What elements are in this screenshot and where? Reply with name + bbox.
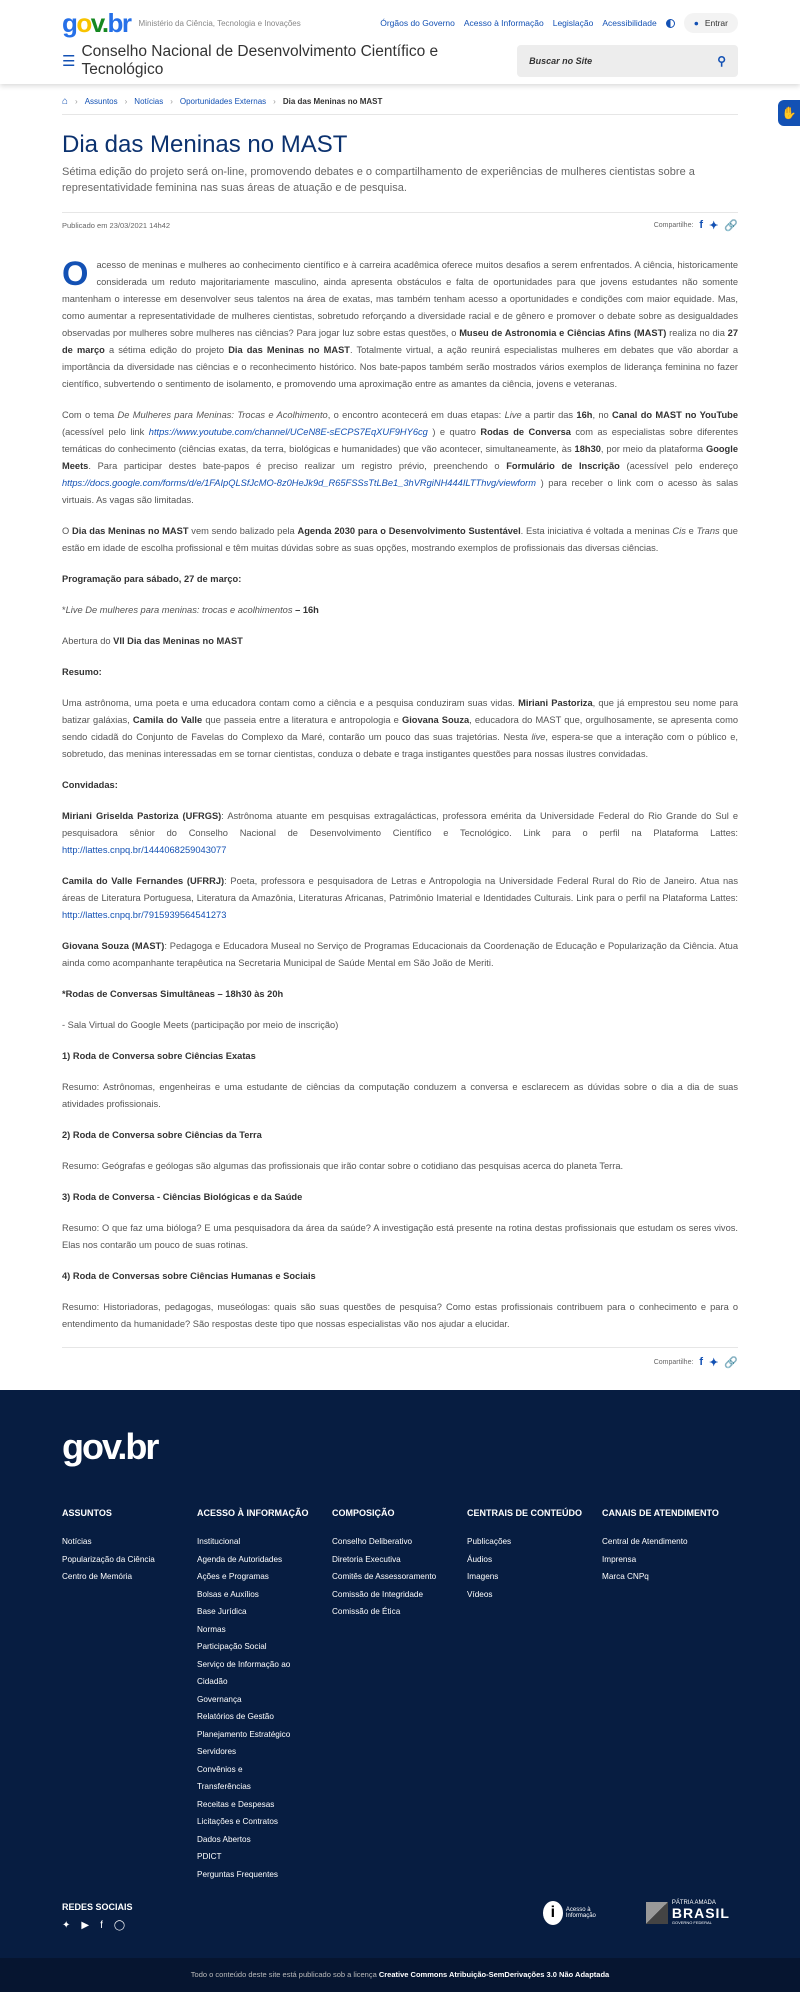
article-paragraph (62, 873, 738, 924)
facebook-icon[interactable]: f (100, 1920, 103, 1931)
text-segment: Resumo: Geógrafas e geólogas são algumas das profissionais que irão contar sobre o cotidiano das pesquisas acerca do planeta Terra. (62, 1161, 624, 1171)
text-segment: acesso de meninas e mulheres ao conhecimento científico e à carreira acadêmica oferece muitos desafios a serem enfrentados. A ciência, historicamente considerada um reduto majoritariamente masculino, ainda apresenta obstáculos e falta de oportunidades para que jovens estudantes não somente mantenham o interesse em desenvolver seus talentos na área de exatas, mas também tenham acesso a oportunidades e condições com maior equidade. Mas, como aumentar a representatividade de mulheres cientistas, sobretudo reforçando a diversidade racial e de gênero e promover o debate sobre as desigualdades observadas por mulheres sobre mulheres nas ciências? Para jogar luz sobre estas questões, o (62, 260, 738, 338)
text-segment: , espera-se que a interação com o público e, sobretudo, das meninas interessadas em se tornar cientistas, conduza o debate e traga instigantes questões para nossas ilustres convidadas. (62, 732, 738, 759)
gov-federal-label: GOVERNO FEDERAL (671, 1920, 712, 1925)
footer-column (332, 1508, 467, 1883)
license-bar (0, 1958, 800, 1992)
article-paragraph (62, 1299, 738, 1333)
article-paragraph (62, 407, 738, 509)
text-segment: *Rodas de Conversas Simultâneas – 18h30 às 20h (62, 989, 284, 999)
vlibras-hand-icon[interactable]: ✋ (778, 100, 800, 126)
article-paragraph (62, 938, 738, 972)
site-name[interactable]: Conselho Nacional de Desenvolvimento Científico e Tecnológico (81, 43, 439, 78)
search-icon[interactable]: ⚲ (717, 54, 726, 68)
footer-column-title[interactable]: COMPOSIÇÃO (332, 1508, 395, 1518)
footer-link[interactable]: Popularização da Ciência (62, 1554, 155, 1564)
article-link[interactable]: https://docs.google.com/forms/d/e/1FAIpQLSfJcMO-8z0HeJk9d_R65FSSsTtLBe1_3hVRgiNH444ILTThvg/viewform (62, 478, 536, 488)
text-segment: Giovana Souza (MAST) (62, 941, 165, 951)
article-paragraph (62, 1079, 738, 1113)
article-link[interactable]: http://lattes.cnpq.br/7915939564541273 (62, 910, 227, 920)
footer-link[interactable]: Diretoria Executiva (332, 1554, 401, 1564)
article-paragraph (62, 1268, 738, 1285)
article-paragraph (62, 523, 738, 557)
breadcrumb-current: Dia das Meninas no MAST (282, 96, 383, 106)
page-subtitle: Sétima edição do projeto será on-line, promovendo debates e o compartilhamento de experiências de mulheres cientistas sobre a representatividade feminina nas suas áreas de atuação e de pesquisa. (62, 166, 695, 194)
text-segment: - Sala Virtual do Google Meets (participação por meio de inscrição) (62, 1020, 339, 1030)
text-segment: que passeia entre a literatura e antropologia e (202, 715, 402, 725)
text-segment: Formulário de Inscrição (506, 461, 620, 471)
text-segment: Rodas de Conversa (480, 427, 571, 437)
text-segment: Com o tema (62, 410, 118, 420)
text-segment: 2) Roda de Conversa sobre Ciências da Terra (62, 1130, 262, 1140)
info-icon: i (543, 1901, 563, 1925)
twitter-icon[interactable]: ✦ (709, 219, 719, 232)
acesso-informacao-badge[interactable] (543, 1901, 606, 1925)
footer-link[interactable]: PDICT (197, 1852, 222, 1861)
footer-link[interactable]: Dados Abertos (197, 1834, 251, 1844)
link-acessibilidade[interactable]: Acessibilidade (602, 18, 657, 28)
article-paragraph (62, 1017, 738, 1034)
footer-column-title[interactable]: CANAIS DE ATENDIMENTO (602, 1508, 719, 1518)
text-segment: . Totalmente virtual, a ação reunirá especialistas mulheres em debates que vão abordar a importância da diversidade nas ciências e o reconhecimento histórico. Nos bate-papos também serão mostrados vários exemplos de liderança feminina no fazer científico, subvertendo o sentimento de isolamento, e promovendo uma aproximação entre as amantes da ciência, jovens e veteranas. (62, 345, 738, 389)
social-title: REDES SOCIAIS (62, 1902, 133, 1912)
article-paragraph (62, 808, 738, 859)
patria-amada-brasil-logo (646, 1900, 730, 1926)
search-placeholder: Buscar no Site (529, 56, 593, 66)
footer-link[interactable]: Comitês de Assessoramento (332, 1572, 437, 1581)
footer-link[interactable]: Receitas e Despesas (197, 1799, 275, 1809)
footer-column (602, 1508, 737, 1883)
text-segment: 16h (576, 410, 593, 420)
article-paragraph (62, 695, 738, 763)
license-link[interactable]: Creative Commons Atribuição-SemDerivações 3.0 Não Adaptada (378, 1970, 610, 1979)
article-paragraph (62, 633, 738, 650)
footer-link[interactable]: Publicações (467, 1537, 512, 1546)
text-segment: a sétima edição do projeto (104, 345, 229, 355)
text-segment: 3) Roda de Conversa - Ciências Biológicas e da Saúde (62, 1192, 303, 1202)
facebook-icon[interactable]: f (699, 1356, 704, 1368)
text-segment: Camila do Valle Fernandes (UFRRJ) (62, 876, 225, 886)
footer-link[interactable]: Comissão de Integridade (332, 1589, 424, 1599)
home-icon[interactable]: ⌂ (62, 95, 69, 107)
text-segment: Resumo: Historiadoras, pedagogas, museólogas: quais são suas questões de pesquisa? Como estas profissionais contribuem para o conhecimento e para o entendimento da humanidade? São respostas deste tipo que nossas especialistas vão nos ajudar a elucidar. (62, 1302, 738, 1329)
footer-column (197, 1508, 332, 1883)
footer-link[interactable]: Vídeos (467, 1589, 493, 1599)
text-segment: vem sendo balizado pela (188, 526, 298, 536)
footer-link[interactable]: Governança (197, 1694, 242, 1704)
text-segment: . Para participar destes bate-papos é preciso realizar um registro prévio, preenchendo o (88, 461, 507, 471)
footer-link[interactable]: Notícias (62, 1537, 92, 1546)
ministry-name: Ministério da Ciência, Tecnologia e Inovações (138, 18, 301, 28)
article-paragraph (62, 1220, 738, 1254)
text-segment: 4) Roda de Conversas sobre Ciências Humanas e Sociais (62, 1271, 316, 1281)
license-text: Todo o conteúdo deste site está publicado sob a licença (190, 1970, 379, 1979)
text-segment: 18h30 (574, 444, 601, 454)
text-segment: Agenda 2030 para o Desenvolvimento Sustentável (297, 526, 521, 536)
footer-link[interactable]: Agenda de Autoridades (197, 1554, 283, 1564)
site-footer (0, 1390, 800, 1992)
text-segment: Canal do MAST no YouTube (612, 410, 739, 420)
footer-link[interactable]: Imagens (467, 1572, 499, 1581)
user-icon: ● (693, 18, 699, 28)
footer-link[interactable]: Conselho Deliberativo (332, 1537, 413, 1546)
text-segment: Cis (672, 526, 686, 536)
article-paragraph (62, 571, 738, 588)
acesso-informacao-label: Acesso à Informação (565, 1907, 596, 1919)
text-segment: : Poeta, professora e pesquisadora de Letras e Antropologia na Universidade Federal Rural do Rio de Janeiro. Atua nas áreas de Literatura Portuguesa, Literatura da Amazônia, Literaturas Africanas, Patrimônio Imaterial e Identidades Culturais. Link para o perfil na Plataforma Lattes: (62, 876, 738, 903)
text-segment: , educadora do MAST que, orgulhosamente, se apresenta como sendo cidadã do Conjunto de Favelas do Complexo da Maré, contarão um pouco das suas trajetórias. Nesta (62, 715, 739, 742)
youtube-icon[interactable]: ▶ (81, 1920, 90, 1931)
article-body (62, 257, 738, 1333)
page-title: Dia das Meninas no MAST (62, 131, 348, 158)
instagram-icon[interactable]: ◯ (113, 1920, 126, 1931)
breadcrumb-oportunidades[interactable]: Oportunidades Externas (179, 96, 267, 106)
footer-link[interactable]: Central de Atendimento (602, 1537, 688, 1546)
footer-link[interactable]: Servidores (197, 1747, 237, 1756)
footer-column (62, 1508, 197, 1883)
text-segment: Dia das Meninas no MAST (72, 526, 189, 536)
footer-link[interactable]: Convênios e Transferências (197, 1764, 251, 1791)
text-segment: realiza no dia (666, 328, 728, 338)
published-date: Publicado em 23/03/2021 14h42 (62, 220, 171, 230)
text-segment: que estão em idade de escolha profissional e têm muitas dúvidas sobre as suas opções, mostrando exemplos de profissionais das diversas ciências. (62, 526, 738, 553)
text-segment: live (531, 732, 546, 742)
text-segment: Programação para sábado, 27 de março: (62, 574, 242, 584)
breadcrumb-noticias[interactable]: Notícias (134, 96, 164, 106)
text-segment: 27 de março (62, 328, 739, 355)
login-label: Entrar (704, 18, 728, 28)
share-label: Compartilhe: (653, 221, 694, 229)
footer-link[interactable]: Marca CNPq (602, 1572, 649, 1581)
footer-link[interactable]: Imprensa (602, 1554, 637, 1564)
footer-link[interactable]: Bolsas e Auxílios (197, 1589, 259, 1599)
text-segment: com as especialistas sobre diferentes temáticas do conhecimento (ciências exatas, da terra, biológicas e humanidades) que vão acontecer, simultaneamente, às (62, 427, 738, 454)
twitter-icon[interactable]: ✦ (62, 1920, 71, 1931)
text-segment: Camila do Valle (132, 715, 203, 725)
text-segment: Miriani Pastoriza (518, 698, 593, 708)
text-segment: . Esta iniciativa é voltada a meninas (520, 526, 673, 536)
article-link[interactable]: https://www.youtube.com/channel/UCeN8E-sECPS7EqXUF9HY6cg (148, 427, 428, 437)
footer-govbr-logo[interactable]: gov.br (62, 1426, 158, 1467)
text-segment: Convidadas: (62, 780, 118, 790)
text-segment: e (685, 526, 697, 536)
article-paragraph (62, 664, 738, 681)
text-segment: Museu de Astronomia e Ciências Afins (MAST) (459, 328, 667, 338)
text-segment: 1) Roda de Conversa sobre Ciências Exatas (62, 1051, 256, 1061)
text-segment: – 16h (292, 605, 319, 615)
site-header (0, 0, 800, 84)
footer-link[interactable]: Relatórios de Gestão (197, 1712, 274, 1721)
text-segment: , no (592, 410, 613, 420)
footer-link[interactable]: Licitações e Contratos (197, 1817, 279, 1826)
patria-label: PÁTRIA AMADA (671, 1900, 716, 1906)
text-segment: * (62, 605, 66, 615)
divider (62, 114, 738, 115)
footer-link[interactable]: Planejamento Estratégico (197, 1729, 291, 1739)
footer-link[interactable]: Participação Social (197, 1642, 267, 1651)
contrast-icon[interactable] (666, 19, 675, 28)
link-icon[interactable]: 🔗 (724, 1356, 738, 1369)
text-segment: VII Dia das Meninas no MAST (113, 636, 243, 646)
menu-icon[interactable]: ☰ (62, 53, 76, 70)
footer-link[interactable]: Base Jurídica (197, 1607, 247, 1616)
article-paragraph (62, 257, 738, 393)
text-segment: Google Meets (62, 444, 738, 471)
text-segment: Abertura do (62, 636, 114, 646)
footer-link[interactable]: Comissão de Ética (332, 1607, 401, 1616)
link-orgaos[interactable]: Órgãos do Governo (380, 18, 455, 28)
text-segment: Giovana Souza (401, 715, 470, 725)
share-label: Compartilhe: (653, 1358, 694, 1366)
breadcrumb-assuntos[interactable]: Assuntos (84, 96, 118, 106)
text-segment: ) para receber o link com o acesso às salas virtuais. As vagas são limitadas. (62, 478, 738, 505)
footer-link[interactable]: Institucional (197, 1537, 241, 1546)
footer-column (467, 1508, 602, 1883)
text-segment: Live De mulheres para meninas: trocas e acolhimentos (65, 605, 293, 615)
article-paragraph (62, 1189, 738, 1206)
text-segment: Trans (696, 526, 720, 536)
text-segment: Resumo: (62, 667, 102, 677)
footer-link[interactable]: Normas (197, 1624, 226, 1634)
footer-column-title[interactable]: CENTRAIS DE CONTEÚDO (467, 1508, 583, 1518)
link-icon[interactable]: 🔗 (724, 219, 738, 232)
article-paragraph (62, 986, 738, 1003)
search-input[interactable] (517, 45, 738, 77)
article-paragraph (62, 1158, 738, 1175)
brasil-label: BRASIL (671, 1905, 730, 1921)
footer-link[interactable]: Centro de Memória (62, 1572, 133, 1581)
drop-cap: O (62, 255, 89, 293)
article-paragraph (62, 602, 738, 619)
breadcrumb: ⌂ › Assuntos › Notícias › Oportunidades Externas › Dia das Meninas no MAST (62, 95, 383, 107)
footer-link[interactable]: Ações e Programas (197, 1572, 269, 1581)
text-segment: Dia das Meninas no MAST (228, 345, 350, 355)
footer-link[interactable]: Perguntas Frequentes (197, 1869, 279, 1879)
link-legislacao[interactable]: Legislação (552, 18, 594, 28)
text-segment: : Pedagoga e Educadora Museal no Serviço de Programas Educacionais da Coordenação de Educação e Popularização da Ciência. Atua ainda como acompanhante terapêutica na Secretaria Municipal de Saúde Mental em São João de Meriti. (62, 941, 739, 968)
text-segment: , que já emprestou seu nome para batizar galáxias, (62, 698, 738, 725)
footer-column-title[interactable]: ASSUNTOS (62, 1508, 112, 1518)
text-segment: Live (504, 410, 522, 420)
text-segment: De Mulheres para Meninas: Trocas e Acolhimento (117, 410, 328, 420)
footer-column-title[interactable]: ACESSO À INFORMAÇÃO (197, 1508, 309, 1518)
article-link[interactable]: http://lattes.cnpq.br/1444068259043077 (62, 845, 227, 855)
text-segment: O (62, 526, 73, 536)
link-acesso-informacao[interactable]: Acesso à Informação (463, 18, 544, 28)
text-segment: (acessível pelo link (62, 427, 149, 437)
article-paragraph (62, 777, 738, 794)
article-paragraph (62, 1127, 738, 1144)
text-segment: : Astrônoma atuante em pesquisas extragalácticas, professora emérita da Universidade Federal do Rio Grande do Sul e pesquisadora sênior do Conselho Nacional de Desenvolvimento Científico e Tecnológico. Link para o perfil na Plataforma Lattes: (62, 811, 738, 838)
twitter-icon[interactable]: ✦ (709, 1356, 719, 1369)
footer-link[interactable]: Áudios (467, 1554, 493, 1564)
share-bar-bottom (654, 1356, 738, 1369)
text-segment: Resumo: O que faz uma bióloga? E uma pesquisadora da área da saúde? A investigação está presente na rotina destas profissionais que estudam os seres vivos. Elas nos contarão um pouco de suas rotinas. (62, 1223, 738, 1250)
footer-link[interactable]: Serviço de Informação ao Cidadão (197, 1659, 291, 1686)
text-segment: Miriani Griselda Pastoriza (UFRGS) (62, 811, 222, 821)
article-paragraph (62, 1048, 738, 1065)
text-segment: a partir das (521, 410, 577, 420)
text-segment: ) e quatro (427, 427, 481, 437)
text-segment: , por meio da plataforma (600, 444, 706, 454)
facebook-icon[interactable]: f (699, 219, 704, 231)
text-segment: Uma astrônoma, uma poeta e uma educadora contam como a ciência e a pesquisa conduziram suas vidas. (62, 698, 519, 708)
govbr-logo[interactable]: gov.br (62, 8, 131, 38)
text-segment: (acessível pelo endereço (619, 461, 738, 471)
text-segment: Resumo: Astrônomas, engenheiras e uma estudante de ciências da computação conduzem a conversa e esclarecem as dúvidas sobre o dia a dia de suas atividades profissionais. (62, 1082, 738, 1109)
share-bar (654, 219, 738, 232)
login-button[interactable] (684, 13, 738, 33)
text-segment: , o encontro acontecerá em duas etapas: (327, 410, 505, 420)
